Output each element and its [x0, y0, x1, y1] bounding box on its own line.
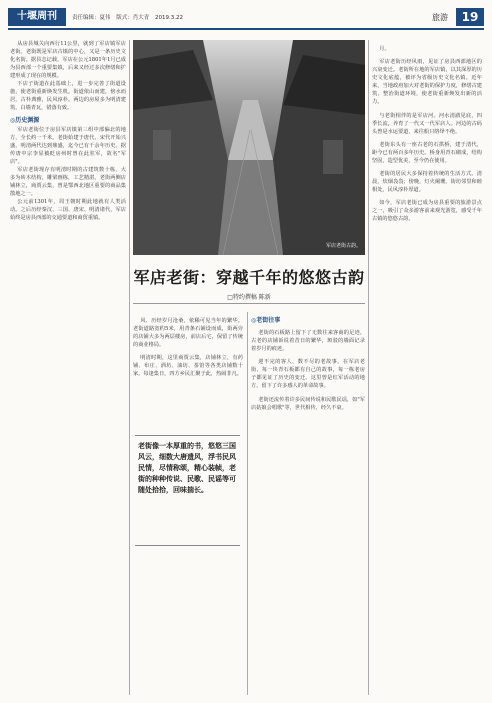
paragraph: 军店老街历经风雨，见证了房县西部地区的兴衰变迁。老街所在地的军店镇，以其深厚的历史文化底蕴，被评为省级历史文化名镇。近年来，当地政府加大对老街的保护力度，修缮古建筑，整治街道环境，使老街重新焕发出新的活力。: [372, 59, 482, 106]
paragraph: 下店子街道在此基础上，进一步完善了街道设施，使老街重新焕发生机。街道依山而建，傍水而居，古朴典雅，民风淳朴。两边的房屋多为明清建筑，白墙青瓦，错落有致。: [10, 81, 126, 111]
paragraph: 军店老街位于房县军店镇第三组中部偏北的地方，全长约一千米。老街始建于唐代，宋代开始兴盛，明清两代达到鼎盛，迄今已有千余年历史。据传唐中宗李显被贬房州时曾在此驻军，故名"军店"。: [10, 127, 126, 165]
column-3: [251, 312, 365, 417]
column-1: [10, 40, 126, 222]
credits: [72, 13, 187, 21]
paragraph: 老街的居民大多保持着传统的生活方式。清晨，炊烟袅袅；傍晚，灯火阑珊。街坊邻里和睦相处，民风淳朴厚道。: [372, 170, 482, 193]
paragraph: 迎不完的客人，数不尽的老故事。在军店老街，每一块青石板都有自己的故事，每一栋老房子都见证了历史的变迁。这里曾是红军活动的地方，留下了许多感人的革命故事。: [251, 359, 365, 390]
column-4: [372, 40, 482, 228]
section-label: 旅游: [432, 13, 448, 22]
paragraph: 风、历经岁月沧桑，依稀可见当年的繁华。老街道路宽约5米，用青条石铺设而成，街两旁的店铺大多为两层楼房，前店后宅，保留了传统的商业格局。: [133, 318, 243, 349]
article-headline: 军店老街：穿越千年的悠悠古韵: [133, 268, 365, 287]
article-byline: □特约撰稿 陈新: [227, 294, 271, 301]
column-divider: [129, 40, 130, 695]
photo-caption: 军店老街古韵。: [325, 243, 361, 249]
paragraph: 老街还流传着许多民间传说和民歌民谣，如"军店姑娘会唱歌"等，世代相传，经久不衰。: [251, 396, 365, 411]
headline-rule: [133, 303, 365, 304]
paragraph: 军店老街现存有明清时期的古建筑数十栋，大多为砖木结构，雕梁画栋，工艺精湛。老街两侧店铺林立，商贾云集，曾是鄂西北地区重要的商品集散地之一。: [10, 167, 126, 197]
masthead: 十堰周刊: [8, 8, 66, 26]
paragraph: 月。: [379, 46, 390, 53]
column-2: [133, 312, 243, 384]
issue-date: 2019.3.22: [155, 15, 184, 21]
paragraph: 与老街相伴的是军店河。河水清澈见底，四季长流，养育了一代又一代军店人。河边的古码头曾是水运要道，来往船只络绎不绝。: [372, 112, 482, 135]
column-divider: [368, 40, 369, 695]
page-number: 19: [456, 8, 484, 26]
section-heading-stories: ◎老街往事: [251, 317, 281, 324]
street-photo-illustration: [133, 40, 365, 255]
paragraph: 老街东头有一座古老的石拱桥，建于清代，距今已有两百多年历史。桥身用青石砌成，结构坚固，造型优美，至今仍在使用。: [372, 141, 482, 164]
page-header: [0, 0, 492, 30]
pullquote-rule-bottom: [135, 545, 240, 546]
section-heading-history: ◎历史渊源: [10, 117, 40, 124]
header-rule: [8, 28, 484, 30]
paragraph: 公元前1301年，周王朝时期此地就有人类活动。之后历经秦汉、三国、唐宋、明清诸代，军店始终是房县西部的交通要道和商贸重镇。: [10, 199, 126, 221]
pullquote-rule-top: [135, 435, 240, 436]
pullquote: 老街像一本厚重的书，悠悠三国风云，细数大唐遗风，浮书民风民情，尽情称颂，精心装帧，老街的种种传说、民歌、民谣等可随处拾拾，回味揣长。: [138, 441, 236, 494]
street-photo: [133, 40, 365, 255]
paragraph: 老街的石板路上留下了无数往来客商的足迹。古老的店铺诉说着昔日的繁华，斑驳的墙面记录着岁月的痕迹。: [251, 330, 365, 353]
paragraph: 从房县城关向西行11公里，就到了军店镇军店老街。老街既是军店古镇的中心，又是一条历史文化名街。据县志记载，军店在公元1801年1月已成为县西部一个重要集镇，后来又经过多次修缮和扩建形成了现在的规模。: [10, 41, 126, 79]
designer-credit: 版式：肖大青: [116, 15, 150, 21]
paragraph: 明清时期，这里商贾云集，店铺林立，有药铺、布庄、酒坊、油坊、茶馆等各类店铺数十家。每逢集日，四方乡民汇聚于此，热闹非凡。: [133, 355, 243, 378]
column-divider: [247, 312, 248, 695]
editor-credit: 责任编辑：夏伟: [72, 15, 111, 21]
paragraph: 如今，军店老街已成为房县重要的旅游景点之一，吸引了众多游客前来观光游览，感受千年古镇的悠悠古韵。: [372, 200, 482, 223]
